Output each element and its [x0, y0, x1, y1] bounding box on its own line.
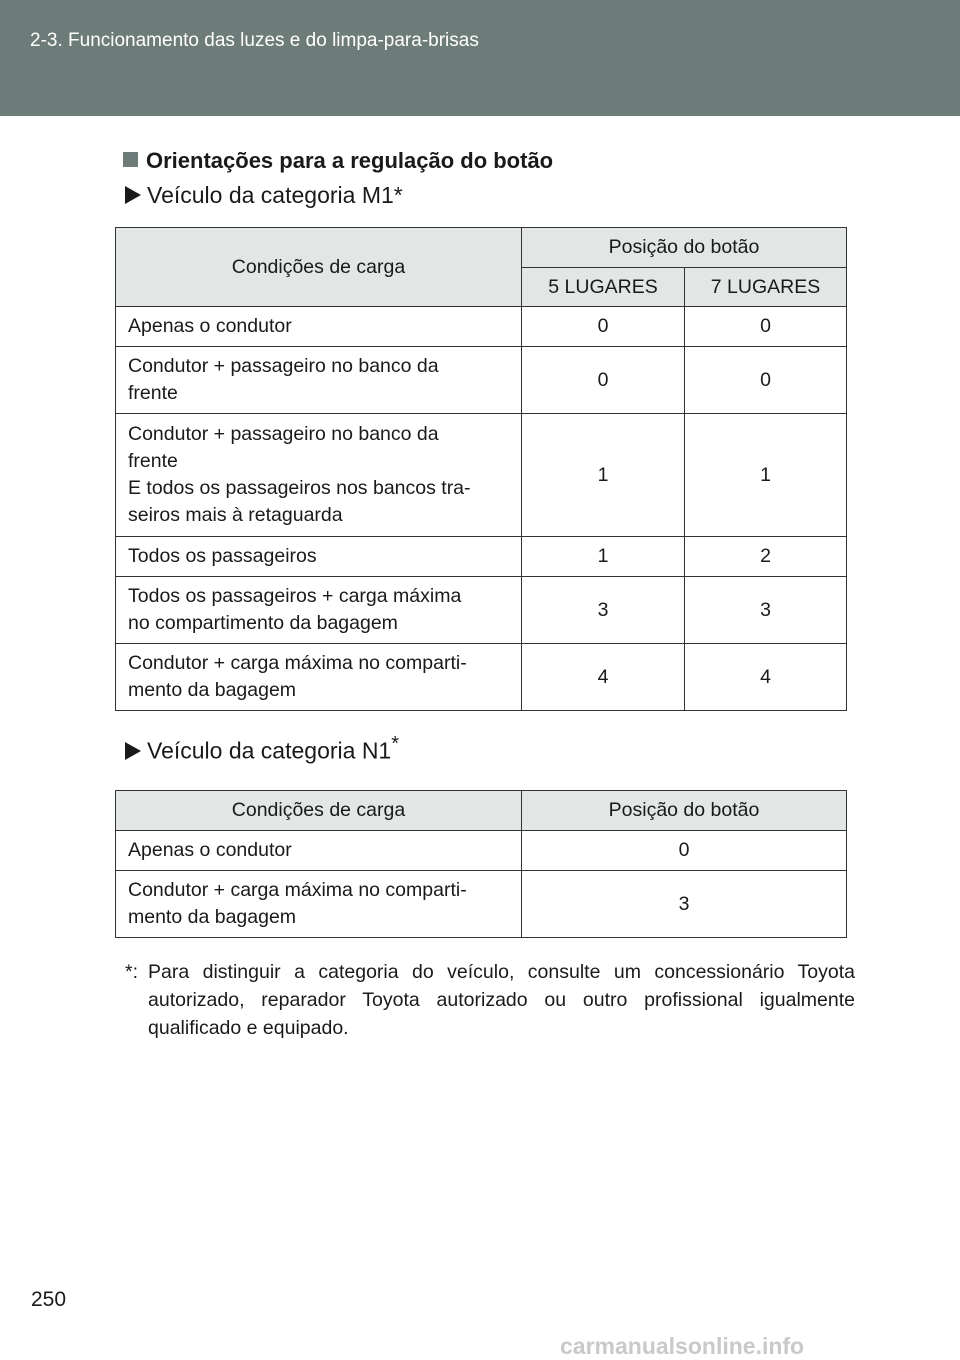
square-bullet-icon	[123, 152, 138, 167]
section-title-text: Orientações para a regulação do botão	[146, 148, 554, 173]
table-row	[116, 871, 847, 938]
position-7-seats-cell: 0	[685, 307, 847, 347]
position-7-seats-cell: 4	[685, 644, 847, 711]
section-title	[123, 148, 553, 174]
position-7-seats-cell: 0	[685, 347, 847, 414]
position-5-seats-cell: 0	[522, 347, 685, 414]
table-row	[116, 347, 847, 414]
position-cell: 0	[522, 831, 847, 871]
load-condition-cell: Condutor + passageiro no banco da frente E todos os passageiros nos bancos tra- seiros mais à retaguarda	[116, 414, 522, 537]
load-condition-cell: Condutor + carga máxima no comparti- mento da bagagem	[116, 871, 522, 938]
position-5-seats-cell: 3	[522, 577, 685, 644]
watermark: carmanualsonline.info	[560, 1333, 805, 1359]
m1-header-pos: Posição do botão	[522, 228, 847, 268]
triangle-bullet-icon	[125, 742, 141, 760]
load-condition-cell: Apenas o condutor	[116, 307, 522, 347]
table-row	[116, 644, 847, 711]
m1-heading-text: Veículo da categoria M1*	[147, 182, 403, 208]
n1-heading-text: Veículo da categoria N1	[147, 737, 392, 764]
position-5-seats-cell: 1	[522, 414, 685, 537]
n1-heading-mark: *	[391, 733, 400, 755]
page-header	[0, 0, 960, 116]
load-condition-cell: Todos os passageiros	[116, 537, 522, 577]
n1-header-cond: Condições de carga	[116, 791, 522, 831]
position-5-seats-cell: 0	[522, 307, 685, 347]
table-row	[116, 537, 847, 577]
footnote-mark: *:	[125, 961, 139, 983]
n1-header-pos: Posição do botão	[522, 791, 847, 831]
load-condition-cell: Condutor + passageiro no banco da frente	[116, 347, 522, 414]
footnote	[125, 958, 855, 1042]
m1-header-7: 7 LUGARES	[685, 268, 847, 307]
m1-header-5: 5 LUGARES	[522, 268, 685, 307]
table-row	[116, 414, 847, 537]
n1-table	[115, 790, 847, 938]
load-condition-cell: Todos os passageiros + carga máxima no compartimento da bagagem	[116, 577, 522, 644]
footnote-text: Para distinguir a categoria do veículo, consulte um concessionário Toyota autorizado, reparador Toyota autorizado ou outro profissional igualmente qualificado e equipado.	[148, 961, 855, 1039]
load-condition-cell: Condutor + carga máxima no comparti- mento da bagagem	[116, 644, 522, 711]
page-number: 250	[31, 1288, 67, 1311]
position-5-seats-cell: 1	[522, 537, 685, 577]
position-5-seats-cell: 4	[522, 644, 685, 711]
load-condition-cell: Apenas o condutor	[116, 831, 522, 871]
table-row	[116, 831, 847, 871]
position-cell: 3	[522, 871, 847, 938]
table-row	[116, 307, 847, 347]
triangle-bullet-icon	[125, 186, 141, 204]
table-row	[116, 577, 847, 644]
header-title: 2-3. Funcionamento das luzes e do limpa-para-brisas	[30, 30, 479, 51]
m1-header-cond: Condições de carga	[116, 228, 522, 307]
m1-heading	[125, 182, 403, 209]
position-7-seats-cell: 2	[685, 537, 847, 577]
position-7-seats-cell: 1	[685, 414, 847, 537]
m1-table	[115, 227, 847, 711]
n1-heading	[125, 733, 399, 765]
position-7-seats-cell: 3	[685, 577, 847, 644]
